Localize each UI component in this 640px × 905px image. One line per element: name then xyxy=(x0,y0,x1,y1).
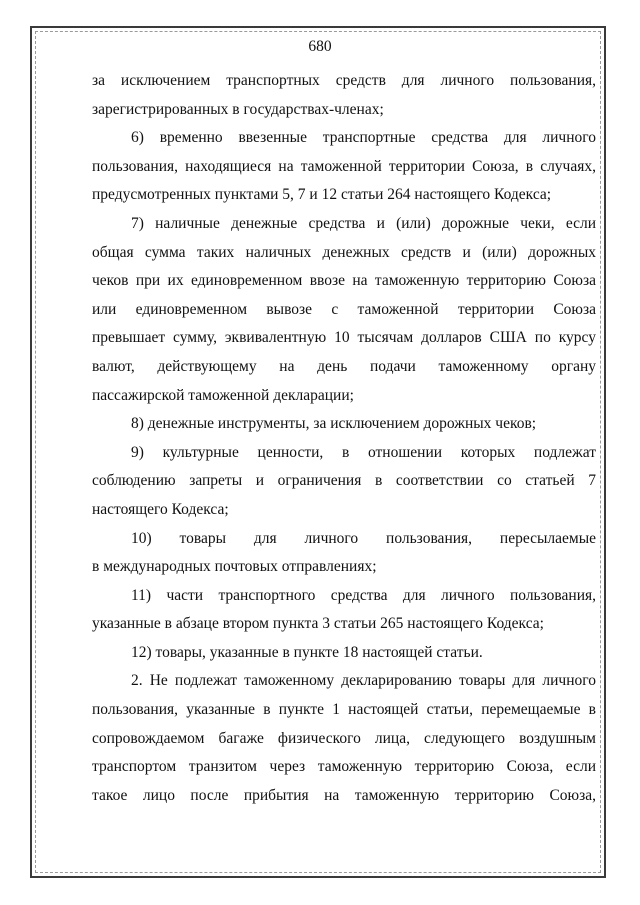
document-body xyxy=(92,67,596,810)
text-line: 12) товары, указанные в пункте 18 настоящей статьи. xyxy=(131,643,483,661)
text-line: предусмотренных пунктами 5, 7 и 12 статьи 264 настоящего Кодекса; xyxy=(92,186,552,204)
text-line: в международных почтовых отправлениях; xyxy=(92,558,377,576)
text-line: настоящего Кодекса; xyxy=(92,500,229,518)
text-line: чеков при их единовременном ввозе на таможенную территорию Союза xyxy=(92,272,596,290)
text-line: пользования, указанные в пункте 1 настоящей статьи, перемещаемые в xyxy=(92,701,596,719)
text-line: 2. Не подлежат таможенному декларированию товары для личного xyxy=(131,672,596,690)
text-line: такое лицо после прибытия на таможенную территорию Союза, xyxy=(92,786,596,804)
text-line: 6) временно ввезенные транспортные средства для личного xyxy=(131,129,596,147)
text-line: сопровождаемом багаже физического лица, следующего воздушным xyxy=(92,729,596,747)
text-line: 9) культурные ценности, в отношении которых подлежат xyxy=(131,443,596,461)
text-line: или единовременном вывозе с таможенной территории Союза xyxy=(92,300,596,318)
text-line: пассажирской таможенной декларации; xyxy=(92,386,354,404)
text-line: пользования, находящиеся на таможенной территории Союза, в случаях, xyxy=(92,157,596,175)
text-line: транспортом транзитом через таможенную территорию Союза, если xyxy=(92,758,596,776)
text-line: 10) товары для личного пользования, пересылаемые xyxy=(131,529,596,547)
text-line: соблюдению запреты и ограничения в соответствии со статьей 7 xyxy=(92,472,596,490)
text-line: зарегистрированных в государствах-членах; xyxy=(92,100,384,118)
text-line: 7) наличные денежные средства и (или) дорожные чеки, если xyxy=(131,214,596,232)
text-line: за исключением транспортных средств для личного пользования, xyxy=(92,72,596,89)
text-line: превышает сумму, эквивалентную 10 тысячам долларов США по курсу xyxy=(92,329,596,347)
text-line: валют, действующему на день подачи таможенному органу xyxy=(92,357,596,375)
text-line: общая сумма таких наличных денежных средств и (или) дорожных xyxy=(92,243,596,261)
page-number: 680 xyxy=(308,38,332,55)
text-line: 11) части транспортного средства для личного пользования, xyxy=(131,586,596,604)
text-line: указанные в абзаце втором пункта 3 статьи 265 настоящего Кодекса; xyxy=(92,615,544,633)
text-line: 8) денежные инструменты, за исключением дорожных чеков; xyxy=(131,415,537,433)
